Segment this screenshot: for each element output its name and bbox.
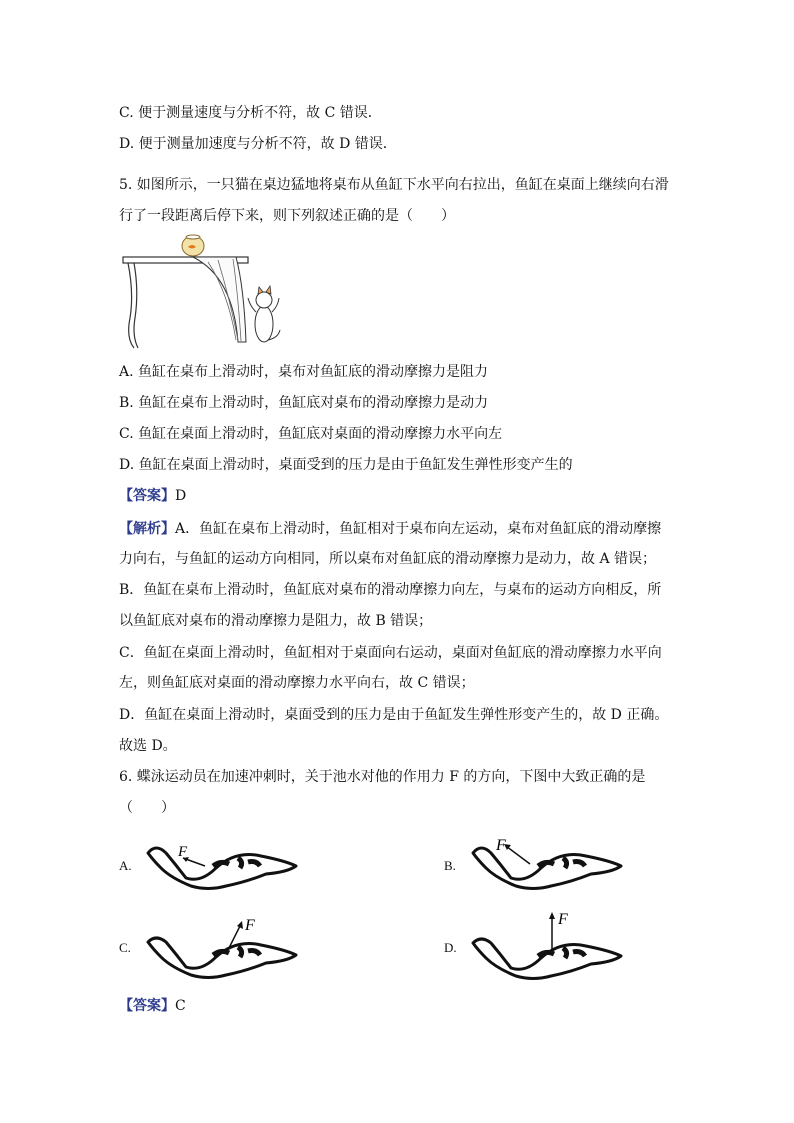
q5-analysis-line4: 以鱼缸底对桌布的滑动摩擦力是阻力，故 B 错误； <box>119 613 433 629</box>
q5-table-cat-illustration <box>118 232 288 352</box>
q5-answer <box>119 486 186 506</box>
q5-option-b: B. 鱼缸在桌布上滑动时，鱼缸底对桌布的滑动摩擦力是动力 <box>119 395 489 411</box>
q6-swimmer-d <box>468 908 638 988</box>
q5-analysis-line7: D．鱼缸在桌面上滑动时，桌面受到的压力是由于鱼缸发生弹性形变产生的，故 D 正确。 <box>119 707 669 723</box>
force-label-a: F <box>178 844 188 860</box>
q6-option-a-label: A. <box>119 858 132 873</box>
force-label-d: F <box>558 911 568 928</box>
analysis-text: A．鱼缸在桌布上滑动时，鱼缸相对于桌布向左运动，桌布对鱼缸底的滑动摩擦 <box>175 521 662 537</box>
prev-option-d: D. 便于测量加速度与分析不符，故 D 错误． <box>119 136 397 152</box>
q6-swimmer-a <box>143 838 298 893</box>
q6-stem-line1: 6. 蝶泳运动员在加速冲刺时，关于池水对他的作用力 F 的方向，下图中大致正确的是 <box>119 769 646 785</box>
force-label-b: F <box>496 837 506 854</box>
fishbowl-figure <box>182 235 204 256</box>
answer-tag: 【答案】 <box>119 488 175 504</box>
q5-stem-line2: 行了一段距离后停下来，则下列叙述正确的是（ ） <box>119 208 455 224</box>
answer-tag: 【答案】 <box>119 998 175 1014</box>
answer-value: D <box>175 488 187 504</box>
q5-option-d: D. 鱼缸在桌面上滑动时，桌面受到的压力是由于鱼缸发生弹性形变产生的 <box>119 457 573 473</box>
q5-analysis-line2: 力向右，与鱼缸的运动方向相同，所以桌布对鱼缸底的滑动摩擦力是动力，故 A 错误； <box>119 551 657 567</box>
q5-analysis-line3: B．鱼缸在桌布上滑动时，鱼缸底对桌布的滑动摩擦力向左，与桌布的运动方向相反，所 <box>119 582 662 598</box>
q5-stem-line1: 5. 如图所示，一只猫在桌边猛地将桌布从鱼缸下水平向右拉出，鱼缸在桌面上继续向右滑 <box>119 177 669 193</box>
q6-option-c-label: C. <box>119 940 131 955</box>
q6-answer <box>119 996 186 1016</box>
q5-analysis-line1 <box>119 519 661 539</box>
q5-option-a: A. 鱼缸在桌布上滑动时，桌布对鱼缸底的滑动摩擦力是阻力 <box>119 364 489 380</box>
q6-swimmer-b <box>468 828 638 893</box>
q6-option-b-label: B. <box>444 858 456 873</box>
cat-figure <box>248 286 280 342</box>
q6-swimmer-c <box>143 912 303 987</box>
prev-option-c: C. 便于测量速度与分析不符，故 C 错误． <box>119 105 382 121</box>
q5-option-c: C. 鱼缸在桌面上滑动时，鱼缸底对桌面的滑动摩擦力水平向左 <box>119 426 503 442</box>
q5-analysis-line5: C．鱼缸在桌面上滑动时，鱼缸相对于桌面向右运动，桌面对鱼缸底的滑动摩擦力水平向 <box>119 645 662 661</box>
analysis-tag: 【解析】 <box>119 521 175 537</box>
force-label-c: F <box>245 917 255 934</box>
answer-value: C <box>175 998 186 1014</box>
q6-stem-line2: （ ） <box>119 800 175 816</box>
q5-analysis-line6: 左，则鱼缸底对桌面的滑动摩擦力水平向右，故 C 错误； <box>119 675 475 691</box>
q5-analysis-line8: 故选 D。 <box>119 738 177 754</box>
force-arrow-b <box>506 846 530 864</box>
q6-option-d-label: D. <box>444 940 457 955</box>
